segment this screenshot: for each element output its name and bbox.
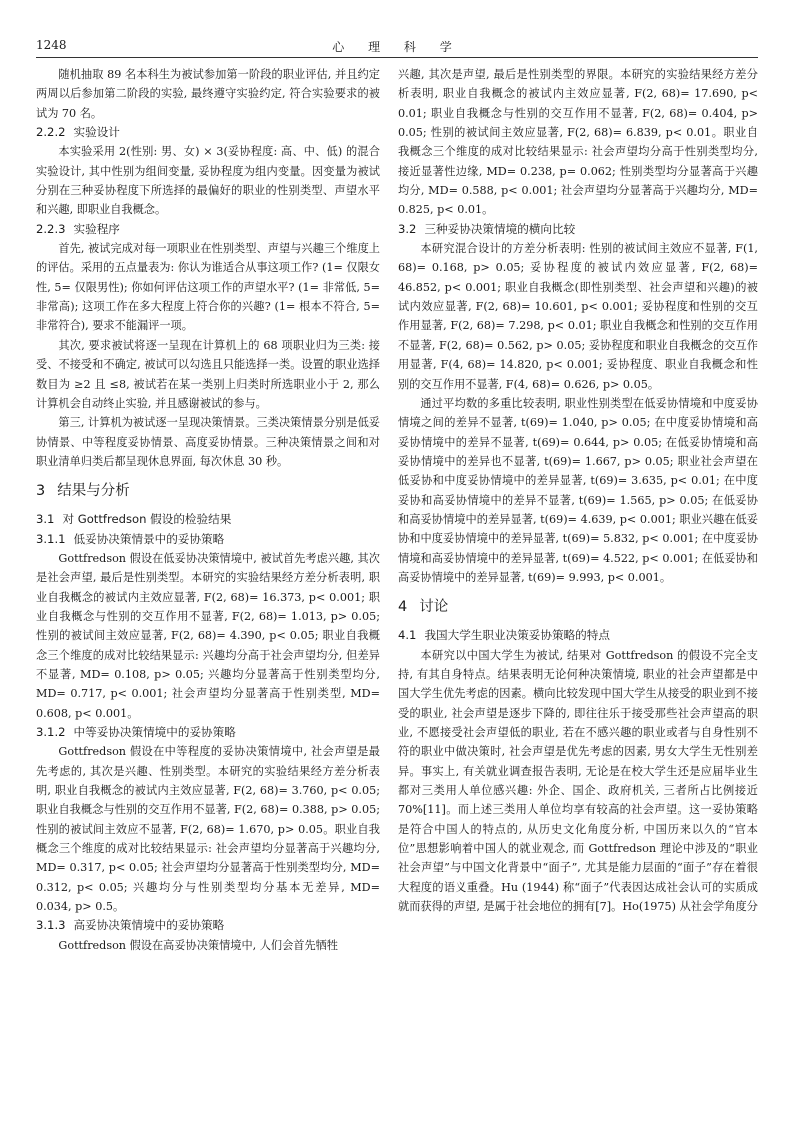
section-number: 3.1 (36, 512, 55, 527)
running-header (36, 38, 758, 58)
section-number: 2.2.2 (36, 125, 66, 140)
section-number: 3.1.2 (36, 725, 66, 739)
section-number: 3.2 (398, 221, 417, 236)
paragraph: Gottfredson 假设在中等程度的妥协决策情境中, 社会声望是最先考虑的, 其次是兴趣、性别类型。本研究的实验结果经方差分析表明, 职业自我概念的被试内主效应显著, F(2, 68)= 3.760, p< 0.05; 职业自我概念与性别的交互作用不显著, F(2, 68)= 0.388, p> 0.05; 性别的被试间主效应不显著, F(2, 68)= 1.670, p> 0.05。职业自我概念三个维度的成对比较结果显示: 社会声望均分显著高于兴趣均分, MD= 0.317, p< 0.05; 社会声望均分显著高于性别类型均分, MD= 0.312, p< 0.05; 兴趣均分与性别类型均分基本无差异, MD= 0.034, p> 0.5。 (36, 745, 380, 914)
section-heading (36, 510, 380, 529)
section-number: 2.2.3 (36, 221, 66, 236)
paragraph: 其次, 要求被试将逐一呈现在计算机上的 68 项职业归为三类: 接受、不接受和不确定, 被试可以勾选且只能选择一类。设置的职业选择数目为 ≥2 且 ≤8, 被试若在某一类别上归类时所选职业小于 2, 那么计算机会自动终止实验, 并且感谢被试的参与。 (36, 338, 380, 410)
section-heading (36, 220, 380, 239)
section-heading (36, 480, 380, 502)
section-title: 对 Gottfredson 假设的检验结果 (62, 512, 232, 527)
section-heading (36, 530, 380, 549)
paragraph: Gottfredson 假设在高妥协决策情境中, 人们会首先牺牲 (58, 938, 339, 952)
page-number: 1248 (36, 38, 67, 52)
section-heading (36, 916, 380, 935)
header-rule (36, 57, 758, 58)
section-title: 讨论 (419, 599, 449, 616)
section-title: 实验设计 (73, 125, 120, 140)
section-title: 三种妥协决策情境的横向比较 (424, 221, 576, 236)
paragraph: 本研究混合设计的方差分析表明: 性别的被试间主效应不显著, F(1, 68)= 0.168, p> 0.05; 妥协程度的被试内效应显著, F(2, 68)= 46.852, p< 0.001; 职业自我概念(即性别类型、社会声望和兴趣)的被试内效应显著, F(2, 68)= 10.601, p< 0.001; 妥协程度和性别的交互作用显著, F(2, 68)= 7.298, p< 0.01; 职业自我概念和性别的交互作用不显著, F(2, 68)= 0.562, p> 0.05; 妥协程度和职业自我概念的交互作用显著, F(4, 68)= 14.820, p< 0.001; 妥协程度、职业自我概念和性别的交互作用不显著, F(4, 68)= 0.626, p> 0.05。 (398, 242, 758, 391)
section-title: 高妥协决策情境中的妥协策略 (73, 918, 225, 933)
section-number: 4.1 (398, 628, 417, 643)
section-number: 3.1.1 (36, 531, 66, 546)
section-heading (398, 596, 758, 618)
section-number: 4 (398, 599, 408, 616)
paragraph: 首先, 被试完成对每一项职业在性别类型、声望与兴趣三个维度上的评估。采用的五点量表为: 你认为谁适合从事这项工作? (1= 仅限女性, 5= 仅限男性); 你如何评估这项工作的声望水平? (1= 非常低, 5= 非常高); 这项工作在多大程度上符合你的兴趣? (1= 根本不符合, 5= 非常符合), 要求不能漏评一项。 (36, 242, 380, 333)
section-number: 3 (36, 483, 46, 500)
section-heading (398, 626, 758, 645)
section-title: 我国大学生职业决策妥协策略的特点 (424, 628, 610, 643)
paragraph: 第三, 计算机为被试逐一呈现决策情景。三类决策情景分别是低妥协情景、中等程度妥协情景、高度妥协情景。三种决策情景之间和对职业清单归类后都呈现休息界面, 每次休息 30 秒。 (36, 416, 380, 468)
section-title: 结果与分析 (57, 483, 130, 500)
section-heading (36, 723, 380, 742)
section-heading (36, 123, 380, 142)
left-column (36, 65, 380, 955)
journal-title: 心 理 科 学 (332, 40, 462, 54)
right-column (398, 65, 758, 916)
section-title: 中等妥协决策情境中的妥协策略 (73, 725, 236, 739)
section-title: 实验程序 (73, 221, 120, 236)
paragraph: 本研究以中国大学生为被试, 结果对 Gottfredson 的假设不完全支持, 有其自身特点。结果表明无论何种决策情境, 职业的社会声望都是中国大学生优先考虑的因素。横向比较发现中国大学生从接受的职业到不接受的职业, 社会声望是逐步下降的, 即往往乐于接受那些社会声望高的职业, 不愿接受社会声望低的职业, 若在不感兴趣的职业或者与自身性别不符的职业中做决策时, 社会声望是优先考虑的因素, 男女大学生无性别差异。事实上, 有关就业调查报告表明, 无论是在校大学生还是应届毕业生都对三类用人单位感兴趣: 外企、国企、政府机关, 三者所占比例接近 70%[11]。而上述三类用人单位均享有较高的社会声望。这一妥协策略是符合中国人的特点的, 从历史文化角度分析, 中国历来以久的“官本位”思想影响着中国人的就业观念, 而 Gottfredson 理论中涉及的“职业社会声望”与中国文化背景中“面子”, 尤其是能力层面的“面子”存在着很大程度的语义重叠。Hu (1944) 称“面子”代表因达成社会认可的实质成就而获得的声望, 是属于社会地位的拥有[7]。Ho(1975) 从社会学角度分 (398, 648, 758, 914)
paragraph: 随机抽取 89 名本科生为被试参加第一阶段的职业评估, 并且约定两周以后参加第二阶段的实验, 最终遵守实验约定, 符合实验要求的被试为 70 名。 (36, 68, 380, 120)
section-number: 3.1.3 (36, 918, 66, 933)
paragraph: 本实验采用 2(性别: 男、女) × 3(妥协程度: 高、中、低) 的混合实验设计, 其中性别为组间变量, 妥协程度为组内变量。因变量为被试分别在三种妥协程度下所选择的最偏好的职业的性别类型、声望水平和兴趣, 即职业自我概念。 (36, 145, 380, 217)
section-title: 低妥协决策情景中的妥协策略 (73, 531, 225, 546)
section-heading (398, 220, 758, 239)
paragraph: Gottfredson 假设在低妥协决策情境中, 被试首先考虑兴趣, 其次是社会声望, 最后是性别类型。本研究的实验结果经方差分析表明, 职业自我概念的被试内主效应显著, F(2, 68)= 16.373, p< 0.001; 职业自我概念与性别的交互作用不显著, F(2, 68)= 1.013, p> 0.05; 性别的被试间主效应显著, F(2, 68)= 4.390, p< 0.05; 职业自我概念三个维度的成对比较结果显示: 兴趣均分高于社会声望均分, 但差异不显著, MD= 0.108, p> 0.05; 兴趣均分显著高于性别类型均分, MD= 0.717, p< 0.001; 社会声望均分显著高于性别类型, MD= 0.608, p< 0.001。 (36, 551, 380, 720)
paragraph: 兴趣, 其次是声望, 最后是性别类型的界限。本研究的实验结果经方差分析表明, 职业自我概念的被试内主效应显著, F(2, 68)= 17.690, p< 0.01; 职业自我概念与性别的交互作用不显著, F(2, 68)= 0.404, p> 0.05; 性别的被试间主效应显著, F(2, 68)= 6.839, p< 0.01。职业自我概念三个维度的成对比较结果显示: 社会声望均分高于性别类型均分, 接近显著性边缘, MD= 0.238, p= 0.062; 性别类型均分显著高于兴趣均分, MD= 0.588, p< 0.001; 社会声望均分显著高于兴趣均分, MD= 0.825, p< 0.01。 (398, 68, 758, 217)
paragraph: 通过平均数的多重比较表明, 职业性别类型在低妥协情境和中度妥协情境之间的差异不显著, t(69)= 1.040, p> 0.05; 在中度妥协情境和高妥协情境中的差异不显著, t(69)= 0.644, p> 0.05; 在低妥协情境和高妥协情境中的差异也不显著, t(69)= 1.667, p> 0.05; 职业社会声望在低妥协和中度妥协情境中的差异显著, t(69)= 3.635, p< 0.01; 在中度妥协和高妥协情境中的差异不显著, t(69)= 1.565, p> 0.05; 在低妥协和高妥协情境中的差异显著, t(69)= 4.639, p< 0.001; 职业兴趣在低妥协和中度妥协情境中的差异显著, t(69)= 5.832, p< 0.001; 在中度妥协情境和高妥协情境中的差异显著, t(69)= 4.522, p< 0.001; 在低妥协和高妥协情境中的差异显著, t(69)= 9.993, p< 0.001。 (398, 396, 758, 584)
